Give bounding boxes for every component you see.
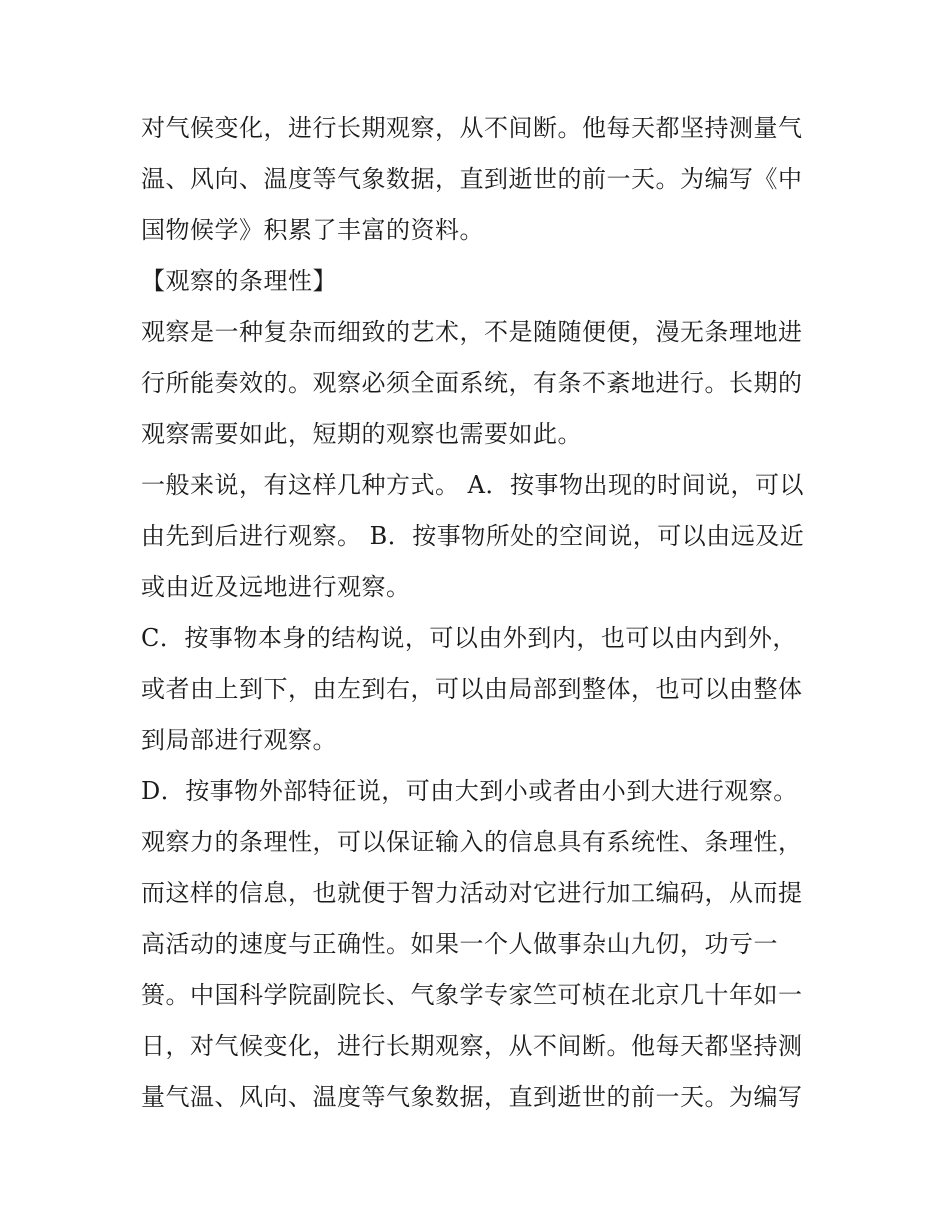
body-text [141,103,831,1123]
text-line: 日，对气候变化，进行长期观察，从不间断。他每天都坚持测 [141,1032,803,1060]
text-line: C．按事物本身的结构说，可以由外到内，也可以由内到外， [141,624,797,652]
text-line: 行所能奏效的。观察必须全面系统，有条不紊地进行。长期的 [141,369,803,397]
text-line: 由先到后进行观察。 B．按事物所处的空间说，可以由远及近 [141,522,805,550]
section-heading: 【观察的条理性】 [141,267,337,295]
text-line: 国物候学》积累了丰富的资料。 [141,216,484,244]
text-line: 到局部进行观察。 [141,726,337,754]
text-line: 一般来说，有这样几种方式。 A．按事物出现的时间说，可以 [141,471,804,499]
text-line: 观察需要如此，短期的观察也需要如此。 [141,420,582,448]
text-line: 量气温、风向、温度等气象数据，直到逝世的前一天。为编写 [141,1083,803,1111]
text-line: 观察力的条理性，可以保证输入的信息具有系统性、条理性， [141,828,803,856]
text-line: 篑。中国科学院副院长、气象学专家竺可桢在北京几十年如一 [141,981,803,1009]
text-line: 观察是一种复杂而细致的艺术，不是随随便便，漫无条理地进 [141,318,803,346]
text-line: 对气候变化，进行长期观察，从不间断。他每天都坚持测量气 [141,114,803,142]
text-line: 或由近及远地进行观察。 [141,573,411,601]
text-line: D．按事物外部特征说，可由大到小或者由小到大进行观察。 [141,777,798,805]
text-line: 高活动的速度与正确性。如果一个人做事杂山九仞，功亏一 [141,930,778,958]
text-line: 而这样的信息，也就便于智力活动对它进行加工编码，从而提 [141,879,803,907]
text-line: 温、风向、温度等气象数据，直到逝世的前一天。为编写《中 [141,165,803,193]
text-line: 或者由上到下，由左到右，可以由局部到整体，也可以由整体 [141,675,803,703]
